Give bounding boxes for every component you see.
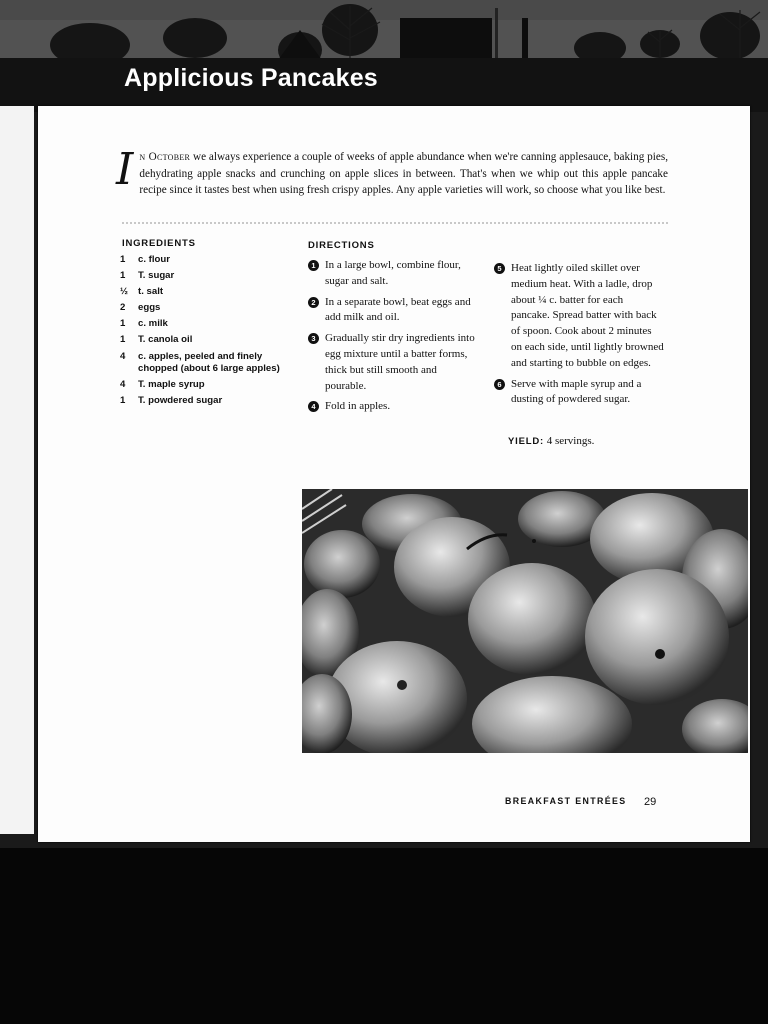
step-text: Gradually stir dry ingredients into egg mixture until a batter forms, thick but still smooth and pourable.	[325, 332, 475, 392]
page-number: 29	[644, 796, 657, 808]
yield-line	[508, 435, 594, 447]
step-number-badge: 5	[494, 263, 505, 274]
ingredient-item: c. apples, peeled and finely chopped (about 6 large apples)	[138, 350, 280, 375]
direction-step	[308, 399, 478, 415]
direction-step	[308, 331, 478, 394]
facing-page-edge	[0, 106, 34, 834]
ingredient-item: c. milk	[138, 318, 168, 330]
step-text: Serve with maple syrup and a dusting of powdered sugar.	[511, 377, 642, 406]
ingredient-row	[120, 334, 290, 347]
farm-silhouette-banner	[0, 0, 768, 112]
ingredient-row	[120, 302, 290, 315]
step-number-badge: 4	[308, 401, 319, 412]
ingredient-qty: 1	[120, 334, 126, 346]
step-text: In a large bowl, combine flour, sugar and salt.	[325, 259, 461, 287]
ingredient-item: T. maple syrup	[138, 379, 205, 391]
step-text: Heat lightly oiled skillet over medium heat. With a ladle, drop about ¼ c. batter for each pancake. Spread batter with back of spoon. Cook about 2 minutes on each side, until lightly browned and starting to bubble on edges.	[511, 262, 664, 369]
ingredient-item: T. powdered sugar	[138, 395, 223, 407]
ingredient-item: eggs	[138, 302, 161, 314]
ingredient-row	[120, 351, 290, 376]
ingredient-item: T. canola oil	[138, 334, 193, 346]
ingredient-qty: 1	[120, 254, 126, 265]
direction-step	[308, 258, 478, 290]
ingredients-list	[120, 254, 290, 411]
ingredient-qty: ½	[120, 286, 129, 298]
farm-landscape-image	[0, 0, 768, 112]
intro-body: we always experience a couple of weeks of apple abundance when we're canning applesauce, baking pies, dehydrating apple snacks and crunching on apple slices in between. That's when we whip out this apple pancake recipe since it tastes best when using fresh crispy apples. Any apple varieties will work, so choose what you like best.	[139, 151, 668, 197]
step-text: In a separate bowl, beat eggs and add milk and oil.	[325, 295, 471, 324]
ingredient-row	[120, 379, 290, 392]
yield-value: 4 servings.	[543, 435, 595, 447]
direction-step	[308, 295, 478, 327]
recipe-title: Applicious Pancakes	[124, 64, 378, 92]
drop-cap: I	[116, 144, 134, 196]
step-number-badge: 6	[494, 379, 505, 390]
yield-label: YIELD:	[508, 436, 544, 447]
ingredient-row	[120, 254, 290, 267]
ingredient-item: t. salt	[138, 286, 164, 298]
directions-heading: DIRECTIONS	[308, 240, 375, 251]
ingredient-row	[120, 395, 290, 408]
ingredient-qty: 2	[120, 302, 126, 314]
ingredient-qty: 1	[120, 395, 126, 407]
ingredient-row	[120, 286, 290, 299]
intro-lead-in: n October	[139, 151, 191, 164]
direction-step	[494, 261, 664, 372]
ingredient-row	[120, 318, 290, 331]
ingredients-heading: INGREDIENTS	[122, 238, 196, 249]
apples-image	[302, 489, 748, 753]
step-text: Fold in apples.	[325, 400, 391, 413]
apples-photo	[302, 489, 748, 753]
ingredient-qty: 1	[120, 318, 126, 330]
step-number-badge: 3	[308, 333, 319, 344]
directions-column-1	[308, 258, 478, 420]
footer-section-name: BREAKFAST ENTRÉES	[505, 796, 627, 806]
ingredient-item: c. flour	[138, 254, 170, 265]
direction-step	[494, 377, 664, 409]
step-number-badge: 2	[308, 297, 319, 308]
ingredient-item: T. sugar	[138, 270, 175, 282]
ingredient-row	[120, 270, 290, 283]
ingredient-qty: 1	[120, 270, 126, 282]
step-number-badge: 1	[308, 260, 319, 271]
ingredient-qty: 4	[120, 350, 126, 362]
ingredient-qty: 4	[120, 379, 126, 391]
intro-paragraph	[108, 144, 668, 199]
directions-column-2	[494, 261, 664, 413]
dotted-divider	[122, 222, 668, 228]
